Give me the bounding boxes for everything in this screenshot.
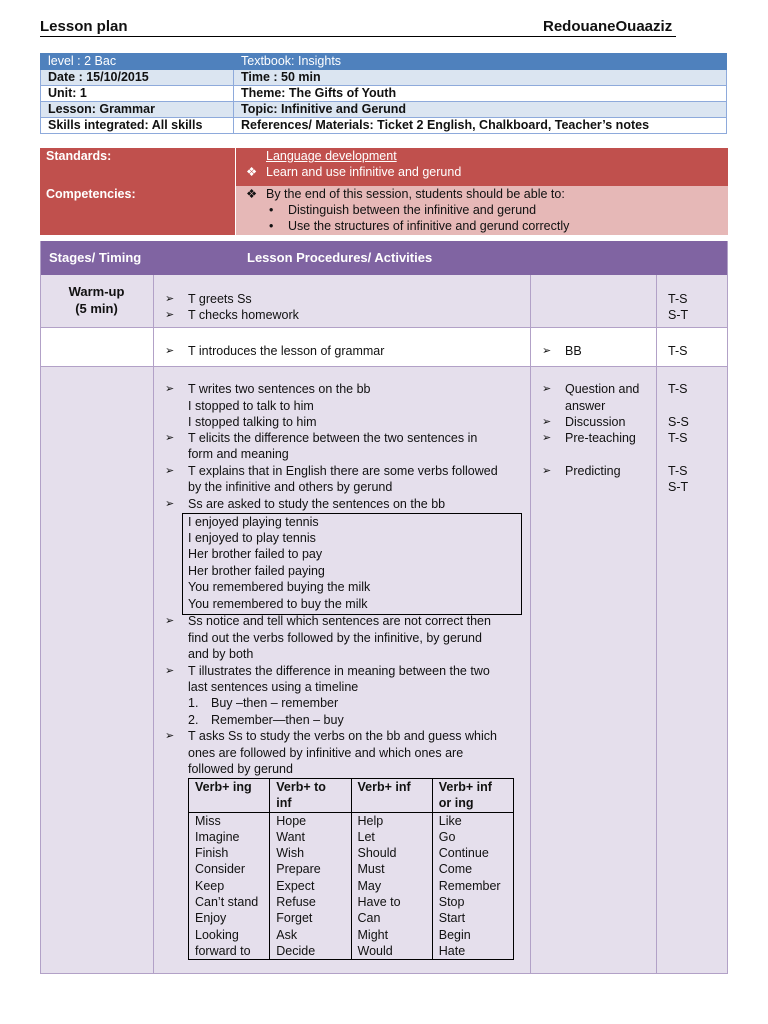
info-level: level : 2 Bac [41,54,234,70]
verb-item: May [357,878,382,893]
author-name: RedouaneOuaaziz [543,18,673,35]
verb-item: Stop [438,895,465,910]
arrow-bullet-icon: ➢ [165,383,175,395]
info-row [41,118,727,134]
interaction-pattern: T-S [668,382,688,396]
procedure-step-cont: by the infinitive and others by gerund [188,480,393,494]
verbs-header-line: or ing [438,796,474,811]
verb-item: Start [438,911,466,926]
boxed-sentence: I enjoyed playing tennis [188,515,319,529]
boxed-sentence: Her brother failed to pay [188,547,323,561]
procedure-step-cont: form and meaning [188,447,289,461]
arrow-bullet-icon: ➢ [165,345,175,357]
verb-item: Hope [276,813,307,828]
header-rule [40,36,676,37]
verbs-column [432,812,513,960]
info-textbook: Textbook: Insights [234,54,727,70]
timeline-number: 2. [188,713,199,727]
verb-item: Begin [438,927,471,942]
verb-item: Expect [276,878,315,893]
verbs-header-line: Verb+ inf [438,780,492,794]
competency-item: Use the structures of infinitive and gerund correctly [288,219,570,233]
info-row [41,54,727,70]
grid-line [40,241,41,973]
verb-item: Want [276,829,305,844]
competencies-content-cell [236,186,728,235]
procedure-step: T elicits the difference between the two sentences in [188,431,478,445]
info-date: Date : 15/10/2015 [41,70,234,86]
verb-item: Miss [195,813,221,828]
arrow-bullet-icon: ➢ [165,498,175,510]
teaching-aid-cont: answer [565,399,606,413]
grid-line [153,275,154,973]
intro-aid: BB [565,344,582,358]
procedure-step: Ss notice and tell which sentences are not correct then [188,614,491,628]
interaction-pattern: T-S [668,344,688,358]
info-time: Time : 50 min [234,70,727,86]
verb-item: Help [357,813,384,828]
warmup-step: T checks homework [188,308,299,322]
timeline-item: Buy –then – remember [211,696,339,710]
verb-item: Refuse [276,895,316,910]
timeline-item: Remember—then – buy [211,713,344,727]
verb-item: Ask [276,927,298,942]
dot-bullet-icon: • [269,219,274,233]
verbs-header-line: Verb+ inf [357,780,411,794]
verb-item: Have to [357,895,401,910]
lesson-plan-title: Lesson plan [40,18,128,35]
standards-heading: Language development [266,149,397,163]
arrow-bullet-icon: ➢ [542,345,552,357]
info-row [41,102,727,118]
verb-item: Can’t stand [195,895,259,910]
competencies-label: Competencies: [46,187,136,201]
boxed-sentence: You remembered buying the milk [188,580,371,594]
interaction-pattern: S-T [668,480,689,494]
verbs-column [351,812,432,960]
teaching-aid: Pre-teaching [565,431,636,445]
verb-item: Enjoy [195,911,227,926]
procedure-step: T explains that in English there are some verbs followed [188,464,498,478]
verb-item: Would [357,943,393,958]
verb-item: forward to [195,943,251,958]
procedure-header [40,241,727,275]
dot-bullet-icon: • [269,203,274,217]
arrow-bullet-icon: ➢ [542,432,552,444]
procedure-step-cont: find out the verbs followed by the infinitive, by gerund [188,631,482,645]
arrow-bullet-icon: ➢ [165,665,175,677]
info-row [41,70,727,86]
teaching-aid: Discussion [565,415,626,429]
lesson-info-table [40,53,727,134]
verbs-header-line: Verb+ ing [195,780,252,794]
diamond-bullet-icon: ❖ [246,165,258,179]
verbs-header [432,779,513,813]
arrow-bullet-icon: ➢ [542,416,552,428]
procedure-step: T illustrates the difference in meaning between the two [188,664,490,678]
standards-label-cell [40,148,235,186]
info-skills: Skills integrated: All skills [41,118,234,134]
stages-heading: Stages/ Timing [49,250,142,265]
verb-item: Remember [438,878,501,893]
interaction-pattern: S-T [668,308,689,322]
verbs-column [270,812,351,960]
warmup-timing: (5 min) [75,301,118,316]
arrow-bullet-icon: ➢ [165,465,175,477]
verb-item: Finish [195,846,229,861]
info-theme: Theme: The Gifts of Youth [234,86,727,102]
verbs-body-row [189,812,514,960]
standards-item: Learn and use infinitive and gerund [266,165,462,179]
boxed-sentence: You remembered to buy the milk [188,597,368,611]
verbs-header [270,779,351,813]
grid-line [656,275,657,973]
competency-item: Distinguish between the infinitive and gerund [288,203,537,217]
teaching-aid: Question and [565,382,640,396]
info-lesson: Lesson: Grammar [41,102,234,118]
info-unit: Unit: 1 [41,86,234,102]
interaction-pattern: T-S [668,431,688,445]
interaction-pattern: T-S [668,292,688,306]
procedure-step-cont: last sentences using a timeline [188,680,359,694]
warmup-stage: Warm-up [68,284,125,299]
standards-label: Standards: [46,149,112,163]
verb-item: Like [438,813,462,828]
verb-item: Might [357,927,389,942]
competencies-intro: By the end of this session, students should be able to: [266,187,565,201]
teaching-aid: Predicting [565,464,621,478]
verb-item: Should [357,846,397,861]
verb-item: Must [357,862,385,877]
timeline-number: 1. [188,696,199,710]
info-references: References/ Materials: Ticket 2 English, Chalkboard, Teacher’s notes [234,118,727,134]
verb-item: Hate [438,943,466,958]
verb-item: Go [438,829,456,844]
interaction-pattern: S-S [668,415,689,429]
info-topic: Topic: Infinitive and Gerund [234,102,727,118]
grid-line [530,275,531,973]
verb-item: Prepare [276,862,321,877]
arrow-bullet-icon: ➢ [165,432,175,444]
procedure-step-cont: followed by gerund [188,762,293,776]
intro-step: T introduces the lesson of grammar [188,344,385,358]
verbs-header-line: inf [276,796,292,811]
procedure-step: T asks Ss to study the verbs on the bb and guess which [188,729,497,743]
interaction-pattern: T-S [668,464,688,478]
grid-line [40,327,727,328]
verb-item: Forget [276,911,313,926]
procedure-step-cont: and by both [188,647,254,661]
verb-item: Imagine [195,829,240,844]
warmup-step: T greets Ss [188,292,252,306]
verbs-column [189,812,270,960]
boxed-sentence: I enjoyed to play tennis [188,531,316,545]
verb-item: Looking [195,927,239,942]
standards-content-cell [236,148,728,186]
verb-item: Wish [276,846,305,861]
procedure-step: Ss are asked to study the sentences on the bb [188,497,446,511]
arrow-bullet-icon: ➢ [542,465,552,477]
competencies-label-cell [40,186,235,235]
arrow-bullet-icon: ➢ [165,615,175,627]
activities-heading: Lesson Procedures/ Activities [247,250,433,265]
verb-item: Decide [276,943,316,958]
verbs-header [189,779,270,813]
arrow-bullet-icon: ➢ [165,309,175,321]
grid-line [40,366,727,367]
verbs-header-line: Verb+ to [276,780,326,794]
verbs-header [351,779,432,813]
arrow-bullet-icon: ➢ [165,730,175,742]
info-row [41,86,727,102]
example-sentence: I stopped talking to him [188,415,317,429]
grid-line [40,973,728,974]
verb-item: Come [438,862,473,877]
grid-line [727,241,728,973]
verb-item: Continue [438,846,489,861]
diamond-bullet-icon: ❖ [246,187,258,201]
arrow-bullet-icon: ➢ [542,383,552,395]
verb-item: Consider [195,862,246,877]
boxed-sentence: Her brother failed paying [188,564,325,578]
verbs-table [188,778,514,960]
verbs-header-row [189,779,514,813]
example-sentence: I stopped to talk to him [188,399,314,413]
verb-item: Let [357,829,375,844]
arrow-bullet-icon: ➢ [165,293,175,305]
verb-item: Can [357,911,381,926]
procedure-step-cont: ones are followed by infinitive and which ones are [188,746,464,760]
verb-item: Keep [195,878,225,893]
procedure-step: T writes two sentences on the bb [188,382,371,396]
